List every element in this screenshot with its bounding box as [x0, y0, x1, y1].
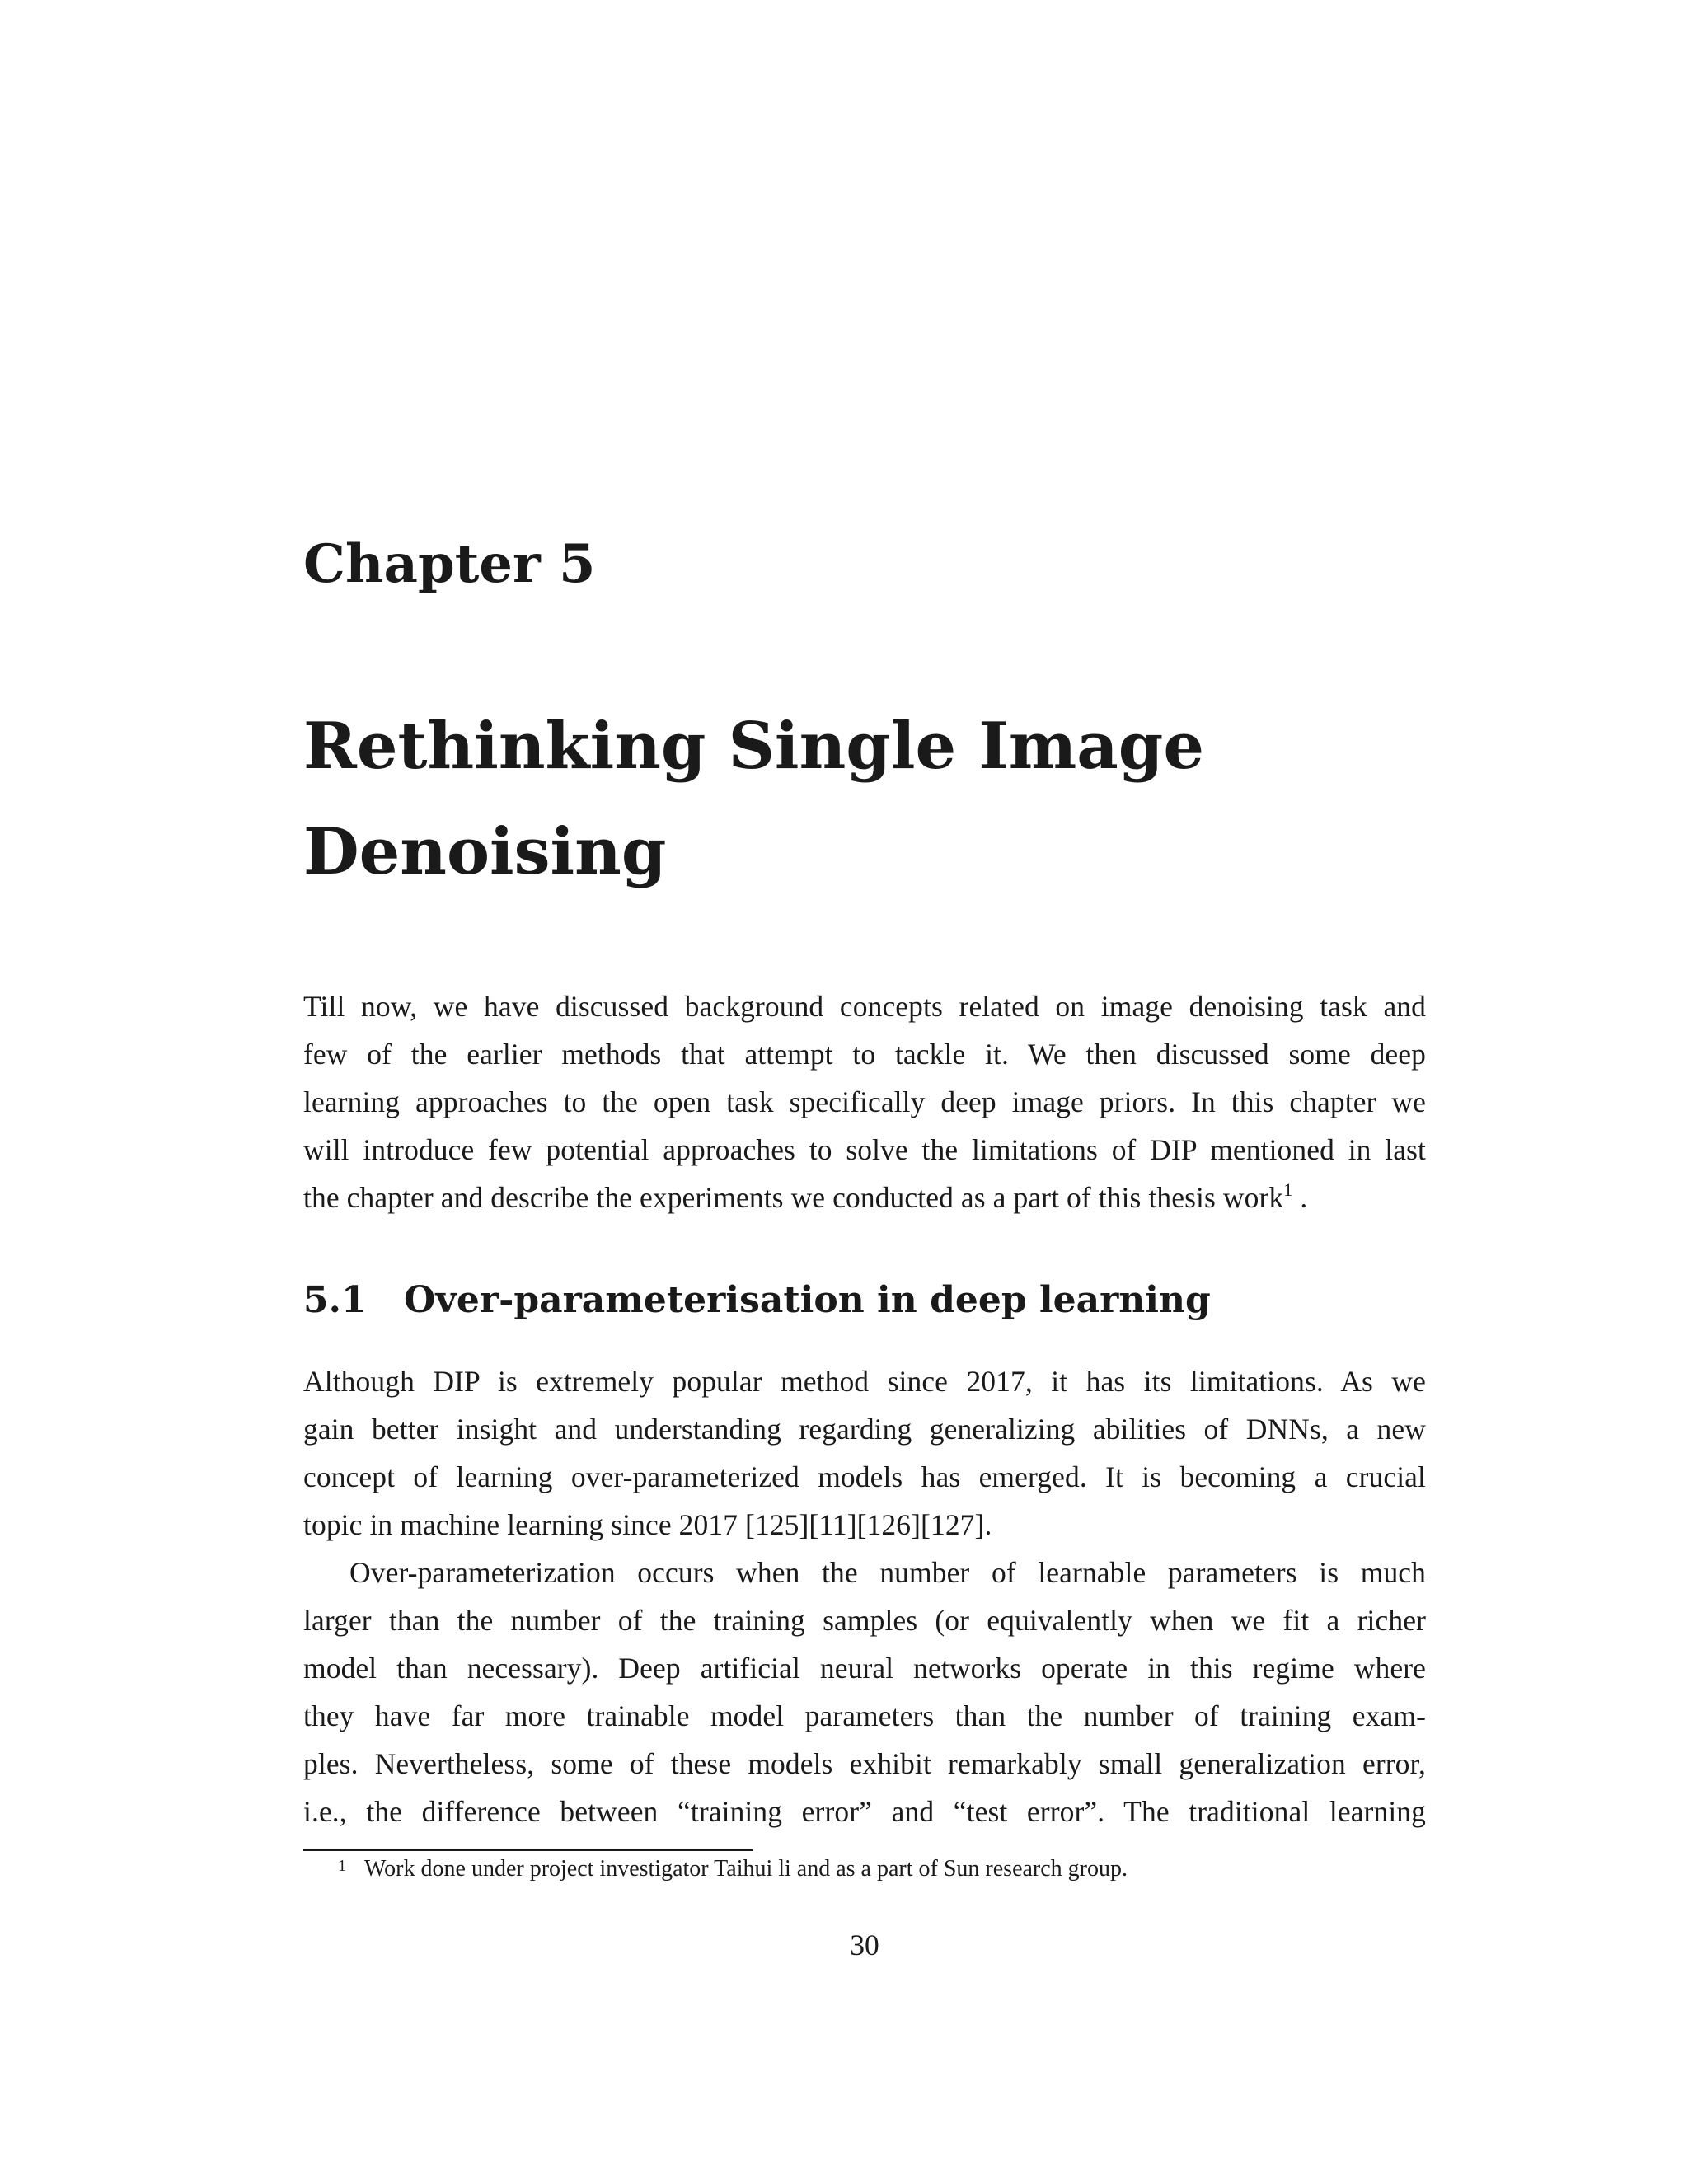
text-line: Till now, we have discussed background concepts related on image denoising task and: [303, 990, 1426, 1023]
chapter-title-line: Rethinking Single Image: [303, 709, 1204, 784]
chapter-title-line: Denoising: [303, 814, 667, 889]
text-line: topic in machine learning since 2017 [125][11][126][127].: [303, 1508, 992, 1541]
text-line: [303, 1174, 1426, 1221]
text-line: few of the earlier methods that attempt to tackle it. We then discussed some deep: [303, 1038, 1426, 1071]
section-title: Over-parameterisation in deep learning: [404, 1279, 1211, 1321]
text-line: learning approaches to the open task specifically deep image priors. In this chapter we: [303, 1085, 1426, 1118]
text-line: larger than the number of the training samples (or equivalently when we fit a richer: [303, 1604, 1426, 1637]
text-line: ples. Nevertheless, some of these models exhibit remarkably small generalization error,: [303, 1747, 1426, 1780]
footnote-number: 1: [338, 1857, 346, 1875]
text-line: they have far more trainable model parameters than the number of training exam-: [303, 1699, 1426, 1732]
text-line: concept of learning over-parameterized models has emerged. It is becoming a crucial: [303, 1460, 1426, 1493]
text-line: gain better insight and understanding regarding generalizing abilities of DNNs, a new: [303, 1413, 1426, 1446]
body-paragraph: [303, 1549, 1426, 1835]
footnote: [338, 1853, 1128, 1886]
text-line: Although DIP is extremely popular method since 2017, it has its limitations. As we: [303, 1365, 1426, 1398]
chapter-title: [303, 694, 1441, 905]
footnote-text: Work done under project investigator Taihui li and as a part of Sun research group.: [364, 1856, 1128, 1882]
text-line: i.e., the difference between “training error” and “test error”. The traditional learning: [303, 1795, 1426, 1828]
section-heading: [303, 1276, 1211, 1325]
chapter-label: Chapter 5: [303, 533, 596, 595]
page-number: 30: [850, 1929, 879, 1961]
text-line: model than necessary). Deep artificial neural networks operate in this regime where: [303, 1652, 1426, 1685]
section-number: 5.1: [303, 1279, 367, 1321]
text-line: will introduce few potential approaches to solve the limitations of DIP mentioned in last: [303, 1133, 1426, 1166]
footnote-marker[interactable]: 1: [1283, 1179, 1293, 1200]
intro-paragraph: [303, 982, 1426, 1221]
body-paragraph: [303, 1357, 1426, 1549]
text-segment: the chapter and describe the experiments we conducted as a part of this thesis work: [303, 1181, 1284, 1214]
text-segment: .: [1292, 1181, 1308, 1214]
text-line: Over-parameterization occurs when the number of learnable parameters is much: [349, 1556, 1426, 1589]
footnote-divider: [303, 1849, 753, 1851]
